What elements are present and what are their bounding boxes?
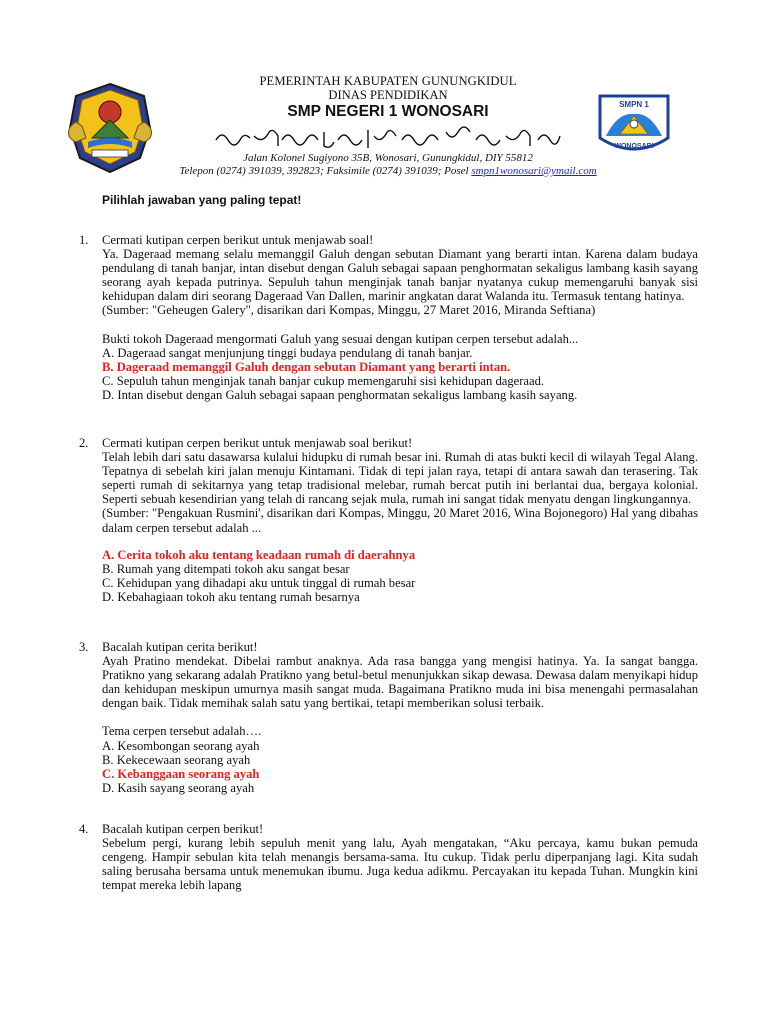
department-name: DINAS PENDIDIKAN xyxy=(328,88,448,102)
answer-option-d[interactable]: D. Intan disebut dengan Galuh sebagai sapaan penghormatan sekaligus lambang kasih sayang. xyxy=(102,387,578,402)
question-prompt: Bacalah kutipan cerpen berikut! xyxy=(102,822,264,836)
javanese-script-school-name xyxy=(150,122,626,152)
answer-option-a-correct[interactable]: A. Cerita tokoh aku tentang keadaan rumah di daerahnya xyxy=(102,547,416,562)
answer-option-c[interactable]: C. Kehidupan yang dihadapi aku untuk tinggal di rumah besar xyxy=(102,575,416,590)
story-excerpt: Ya. Dageraad memang selalu memanggil Galuh dengan sebutan Diamant yang berarti intan. Karena dalam budaya pendulang di tanah banjar, intan disebut dengan Galuh sebagai sapaan penghormatan sekaligus lambang kasih sayang seorang ayah kepada putrinya. Sepuluh tahun menginjak tanah banjar nyatanya cukup memengaruhi banyak sisi kehidupan dalam diri seorang Dageraad Van Dallen, marinir angkatan darat Walanda itu. Termasuk tentang hatinya. xyxy=(102,247,698,304)
question-prompt: Bacalah kutipan cerita berikut! xyxy=(102,640,258,654)
story-excerpt: Sebelum pergi, kurang lebih sepuluh menit yang lalu, Ayah mengatakan, “Aku percaya, kamu bukan pemuda cengeng. Hampir sebulan kita telah menangis bersama-sama. Itu cukup. Tidak perlu diperpanjang lagi. Kita sudah saling berusaha bersama untuk menemukan ibumu. Juga kedua adikmu. Percayakan itu kepada Tuhan. Mungkin kini tempat mereka lebih lapang xyxy=(102,836,698,893)
answer-option-b-correct[interactable]: B. Dageraad memanggil Galuh dengan sebutan Diamant yang berarti intan. xyxy=(102,359,511,374)
school-logo-bottom-text: WONOSARI xyxy=(614,143,654,150)
question-number: 2. xyxy=(79,436,89,450)
regency-crest-logo xyxy=(62,80,158,176)
school-contact xyxy=(150,165,626,178)
answer-option-c[interactable]: C. Sepuluh tahun menginjak tanah banjar cukup memengaruhi sisi kehidupan dageraad. xyxy=(102,373,545,388)
exam-instruction: Pilihlah jawaban yang paling tepat! xyxy=(102,193,302,207)
question-text: Bukti tokoh Dageraad mengormati Galuh yang sesuai dengan kutipan cerpen tersebut adalah... xyxy=(102,331,579,346)
answer-option-a[interactable]: A. Dageraad sangat menjunjung tinggi budaya pendulang di tanah banjar. xyxy=(102,345,473,360)
answer-option-d[interactable]: D. Kebahagiaan tokoh aku tentang rumah besarnya xyxy=(102,589,360,604)
answer-option-a[interactable]: A. Kesombongan seorang ayah xyxy=(102,738,260,753)
question-prompt: Cermati kutipan cerpen berikut untuk menjawab soal berikut! xyxy=(102,436,413,450)
story-excerpt: Telah lebih dari satu dasawarsa kulalui hidupku di rumah besar ini. Rumah di atas bukti kecil di wilayah Tegal Alang. Tepatnya di sebelah kiri jalan menuju Kintamani. Tidak di tepi jalan raya, tetapi di antara sawah dan terasering. Tak seperti rumah di sekitarnya yang tetap tradisional melebar, rumah bercat putih ini berlantai dua, bergaya kolonial. Seperti sebuah kesendirian yang telah di rancang sejak mula, rumah ini sangat tidak menyatu dengan lingkungannya. xyxy=(102,450,698,507)
question-number: 4. xyxy=(79,822,89,836)
contact-numbers: Telepon (0274) 391039, 392823; Faksimile (0274) 391039; Posel xyxy=(179,165,472,177)
school-email-link[interactable]: smpn1wonosari@ymail.com xyxy=(471,165,597,177)
question-prompt: Cermati kutipan cerpen berikut untuk menjawab soal! xyxy=(102,233,374,247)
story-source: (Sumber: "Geheugen Galery", disarikan dari Kompas, Minggu, 27 Maret 2016, Miranda Seftiana) xyxy=(102,303,596,318)
question-text: Tema cerpen tersebut adalah…. xyxy=(102,724,262,739)
answer-option-b[interactable]: B. Rumah yang ditempati tokoh aku sangat besar xyxy=(102,561,350,576)
answer-option-b[interactable]: B. Kekecewaan seorang ayah xyxy=(102,752,251,767)
answer-option-c-correct[interactable]: C. Kebanggaan seorang ayah xyxy=(102,766,260,781)
story-source: (Sumber: "Pengakuan Rusmini', disarikan dari Kompas, Minggu, 20 Maret 2016, Wina Bojonegoro) Hal yang dibahas dalam cerpen tersebut adalah ... xyxy=(102,506,698,535)
school-address: Jalan Kolonel Sugiyono 35B, Wonosari, Gunungkidul, DIY 55812 xyxy=(243,152,533,164)
story-excerpt: Ayah Pratino mendekat. Dibelai rambut anaknya. Ada rasa bangga yang mengisi hatinya. Ya. Ia sangat bangga. Pratikno yang sekarang adalah Pratikno yang betul-betul menunjukkan sikap dewasa. Dewasa dalam menyikapi hidup dan kehidupan meskipun umurnya masih sangat muda. Bagaimana Pratikno muda ini bisa menengahi permasalahan dengan baik. Tidak memihak salah satu yang bertikai, tetapi memberikan solusi terbaik. xyxy=(102,654,698,711)
question-number: 1. xyxy=(79,233,89,247)
school-logo-top-text: SMPN 1 xyxy=(619,100,649,109)
letterhead xyxy=(150,74,626,178)
government-name: PEMERINTAH KABUPATEN GUNUNGKIDUL xyxy=(259,74,517,88)
question-number: 3. xyxy=(79,640,89,654)
school-name: SMP NEGERI 1 WONOSARI xyxy=(287,103,489,120)
answer-option-d[interactable]: D. Kasih sayang seorang ayah xyxy=(102,780,255,795)
